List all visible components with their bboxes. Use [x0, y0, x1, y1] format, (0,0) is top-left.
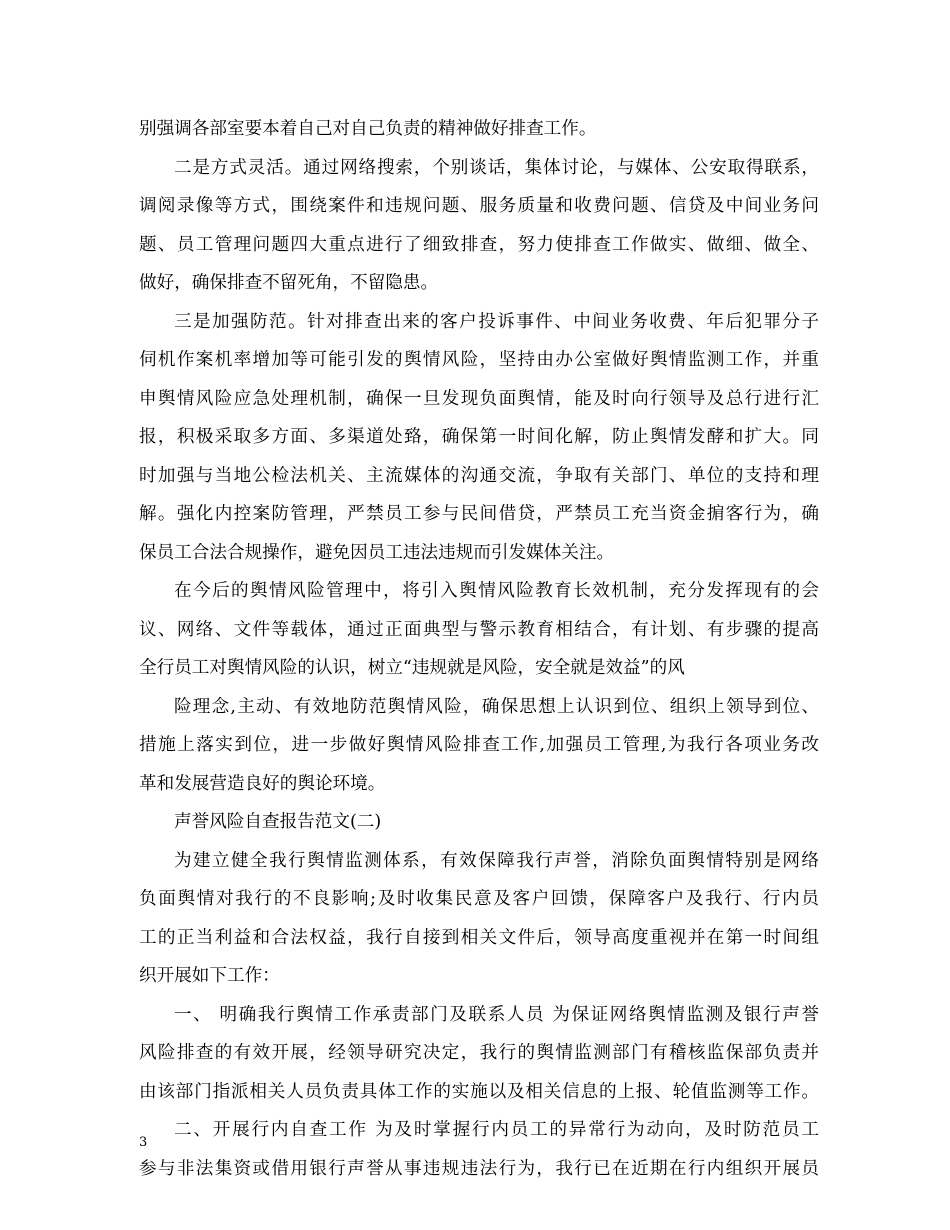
text-line: 声誉风险自查报告范文(二)	[174, 812, 382, 832]
text-line: 三是加强防范。针对排查出来的客户投诉事件、中间业务收费、年后犯罪分子	[174, 311, 819, 332]
page-number: 3	[139, 1135, 148, 1150]
text-line: 二、开展行内自查工作 为及时掌握行内员工的异常行为动向，及时防范员工	[174, 1120, 819, 1140]
text-line: 参与非法集资或借用银行声誉从事违规违法行为，我行已在近期在行内组织开展员	[139, 1158, 819, 1179]
text-line: 革和发展营造良好的舆论环境。	[139, 773, 386, 794]
text-line: 织开展如下工作：	[139, 966, 280, 986]
text-line: 解。强化内控案防管理，严禁员工参与民间借贷，严禁员工充当资金掮客行为，确	[139, 504, 819, 524]
text-line: 别强调各部室要本着自己对自己负责的精神做好排查工作。	[139, 119, 597, 139]
text-line: 风险排查的有效开展，经领导研究决定，我行的舆情监测部门有稽核监保部负责并	[139, 1043, 819, 1063]
text-line: 全行员工对舆情风险的认识，树立“违规就是风险，安全就是效益”的风	[139, 658, 685, 678]
text-line: 由该部门指派相关人员负责具体工作的实施以及相关信息的上报、轮值监测等工作。	[139, 1081, 819, 1102]
text-line: 险理念,主动、有效地防范舆情风险，确保思想上认识到位、组织上领导到位、	[174, 696, 819, 717]
text-line: 做好，确保排查不留死角，不留隐患。	[139, 273, 439, 293]
text-line: 一、 明确我行舆情工作承责部门及联系人员 为保证网络舆情监测及银行声誉	[174, 1004, 819, 1025]
text-line: 时加强与当地公检法机关、主流媒体的沟通交流，争取有关部门、单位的支持和理	[139, 465, 819, 486]
text-line: 申舆情风险应急处理机制，确保一旦发现负面舆情，能及时向行领导及总行进行汇	[139, 388, 819, 409]
text-line: 在今后的舆情风险管理中，将引入舆情风险教育长效机制，充分发挥现有的会	[174, 581, 819, 601]
text-line: 负面舆情对我行的不良影响;及时收集民意及客户回馈，保障客户及我行、行内员	[139, 889, 819, 909]
text-line: 报，积极采取多方面、多渠道处臵，确保第一时间化解，防止舆情发酵和扩大。同	[139, 427, 819, 447]
text-line: 工的正当利益和合法权益，我行自接到相关文件后，领导高度重视并在第一时间组	[139, 927, 819, 948]
body-text	[139, 110, 819, 1188]
text-line: 调阅录像等方式，围绕案件和违规问题、服务质量和收费问题、信贷及中间业务问	[139, 196, 819, 216]
text-line: 为建立健全我行舆情监测体系，有效保障我行声誉，消除负面舆情特别是网络	[174, 850, 819, 871]
text-line: 议、网络、文件等载体，通过正面典型与警示教育相结合，有计划、有步骤的提高	[139, 619, 819, 640]
text-line: 题、员工管理问题四大重点进行了细致排查，努力使排查工作做实、做细、做全、	[139, 234, 819, 255]
text-line: 保员工合法合规操作，避免因员工违法违规而引发媒体关注。	[139, 542, 615, 563]
text-line: 措施上落实到位，进一步做好舆情风险排查工作,加强员工管理,为我行各项业务改	[139, 735, 819, 755]
text-line: 伺机作案机率增加等可能引发的舆情风险，坚持由办公室做好舆情监测工作，并重	[139, 350, 819, 370]
text-line: 二是方式灵活。通过网络搜索，个别谈话，集体讨论，与媒体、公安取得联系，	[174, 157, 819, 178]
